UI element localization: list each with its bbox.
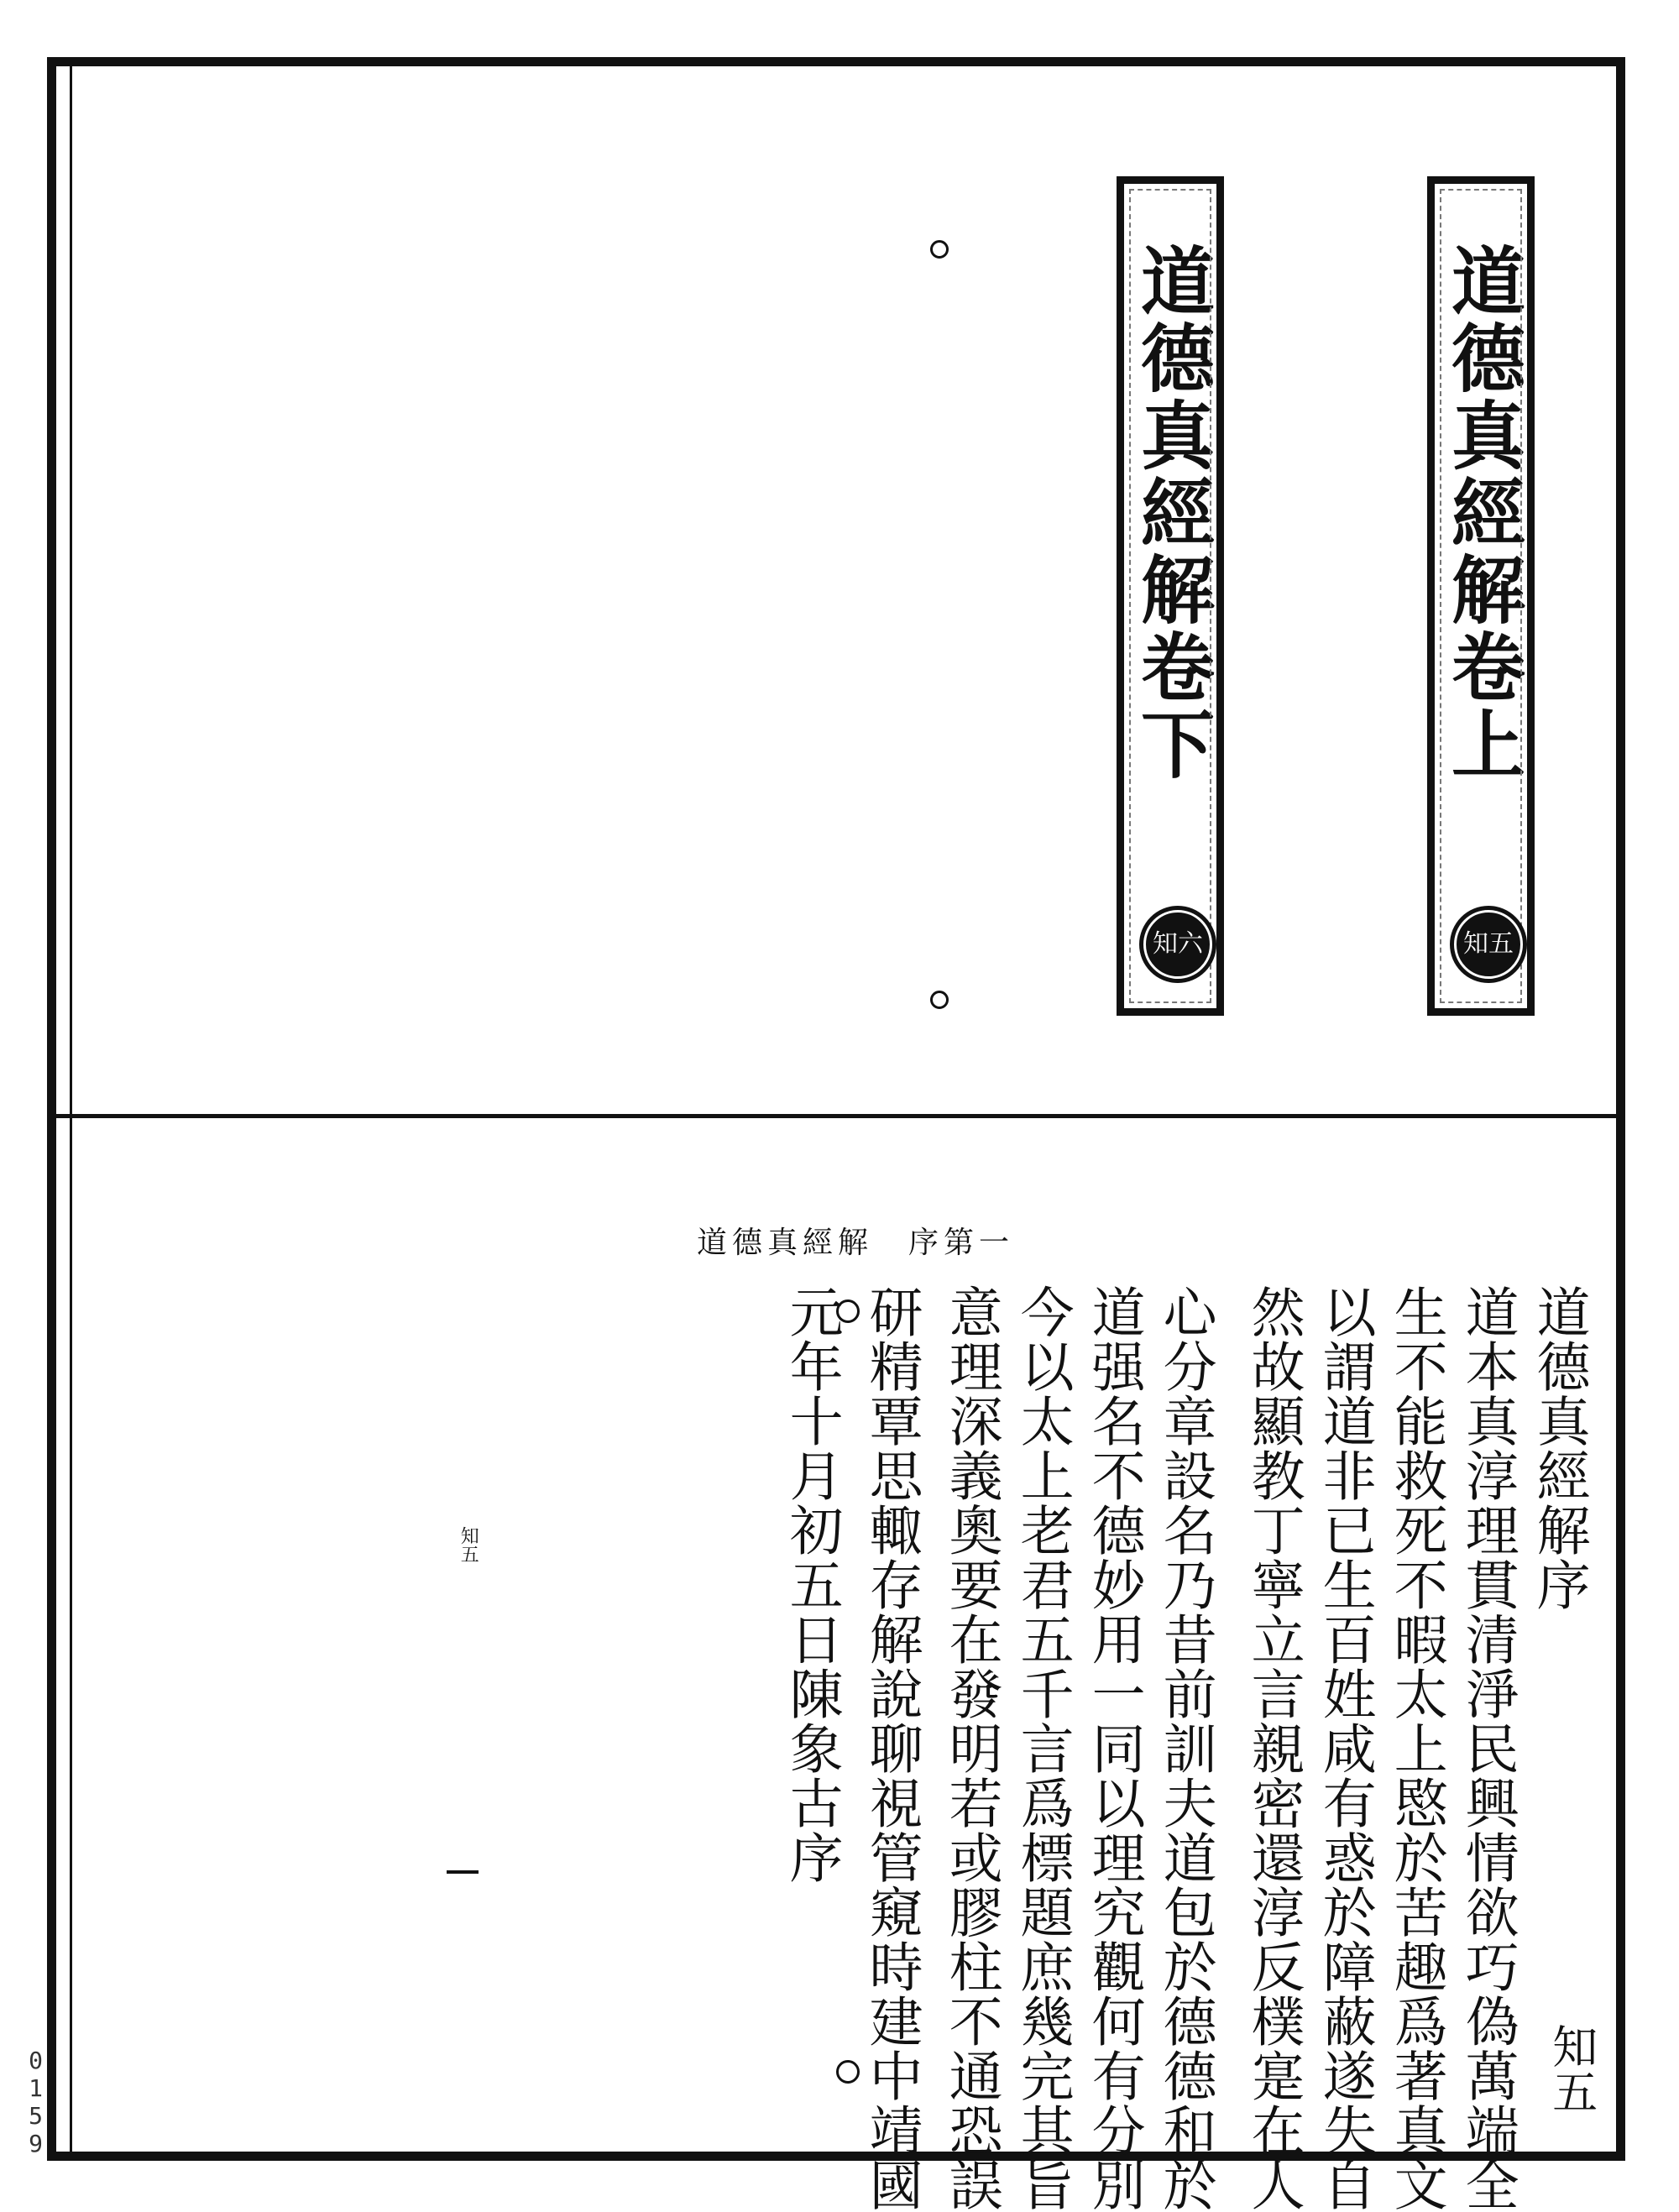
circle-mark-top bbox=[836, 1299, 860, 1323]
slip-title: 道德真經解卷上 bbox=[1440, 243, 1527, 783]
title-slip-volume-1 bbox=[1427, 176, 1535, 1016]
text-column: 道本真淳理貫清淨民興情欲巧偽萬端全 bbox=[1456, 1284, 1519, 2212]
text-column: 道强名不德妙用一同以理究觀何有分別 bbox=[1082, 1284, 1145, 2212]
margin-dash bbox=[447, 1870, 479, 1874]
text-column: 意理深義奧要在發明若或膠柱不通恐誤 bbox=[939, 1284, 1002, 2212]
text-column-title: 道德真經解序 bbox=[1527, 1284, 1590, 1612]
margin-label: 知五 bbox=[458, 1526, 479, 1563]
text-column: 然故顯教丁寧立言親密還淳反樸寔在人 bbox=[1242, 1284, 1305, 2212]
seal-text: 知六 bbox=[1153, 929, 1203, 959]
corner-label: 知五 bbox=[1545, 2023, 1598, 2114]
text-column: 生不能救死不暇太上愍於苦趣爲著真文 bbox=[1384, 1284, 1447, 2212]
text-column: 以謂道非已生百姓咸有惑於障蔽遂失自 bbox=[1313, 1284, 1376, 2212]
seal-stamp bbox=[1450, 906, 1527, 983]
title-slip-volume-2 bbox=[1117, 176, 1224, 1016]
punch-hole-bottom bbox=[930, 991, 949, 1009]
running-head: 道德真經解 序第一 bbox=[697, 1226, 1015, 1260]
circle-mark-bottom bbox=[836, 2060, 860, 2084]
text-column: 今以太上老君五千言爲標題庶幾完其旨 bbox=[1011, 1284, 1074, 2212]
slip-title: 道德真經解卷下 bbox=[1129, 243, 1216, 783]
text-column: 研精覃思輙存解說聊視管窺時建中靖國 bbox=[860, 1284, 923, 2212]
text-column: 心分章設名乃昔前訓夫道包於德德和於 bbox=[1153, 1284, 1216, 2212]
half-divider bbox=[56, 1114, 1616, 1118]
text-column-signature: 元年十月初五日陳象古序 bbox=[780, 1284, 843, 1885]
page-number: 0159 bbox=[22, 2047, 50, 2157]
seal-stamp bbox=[1139, 906, 1216, 983]
punch-hole-top bbox=[930, 240, 949, 259]
inner-border-line bbox=[70, 66, 72, 2152]
seal-text: 知五 bbox=[1463, 929, 1514, 959]
